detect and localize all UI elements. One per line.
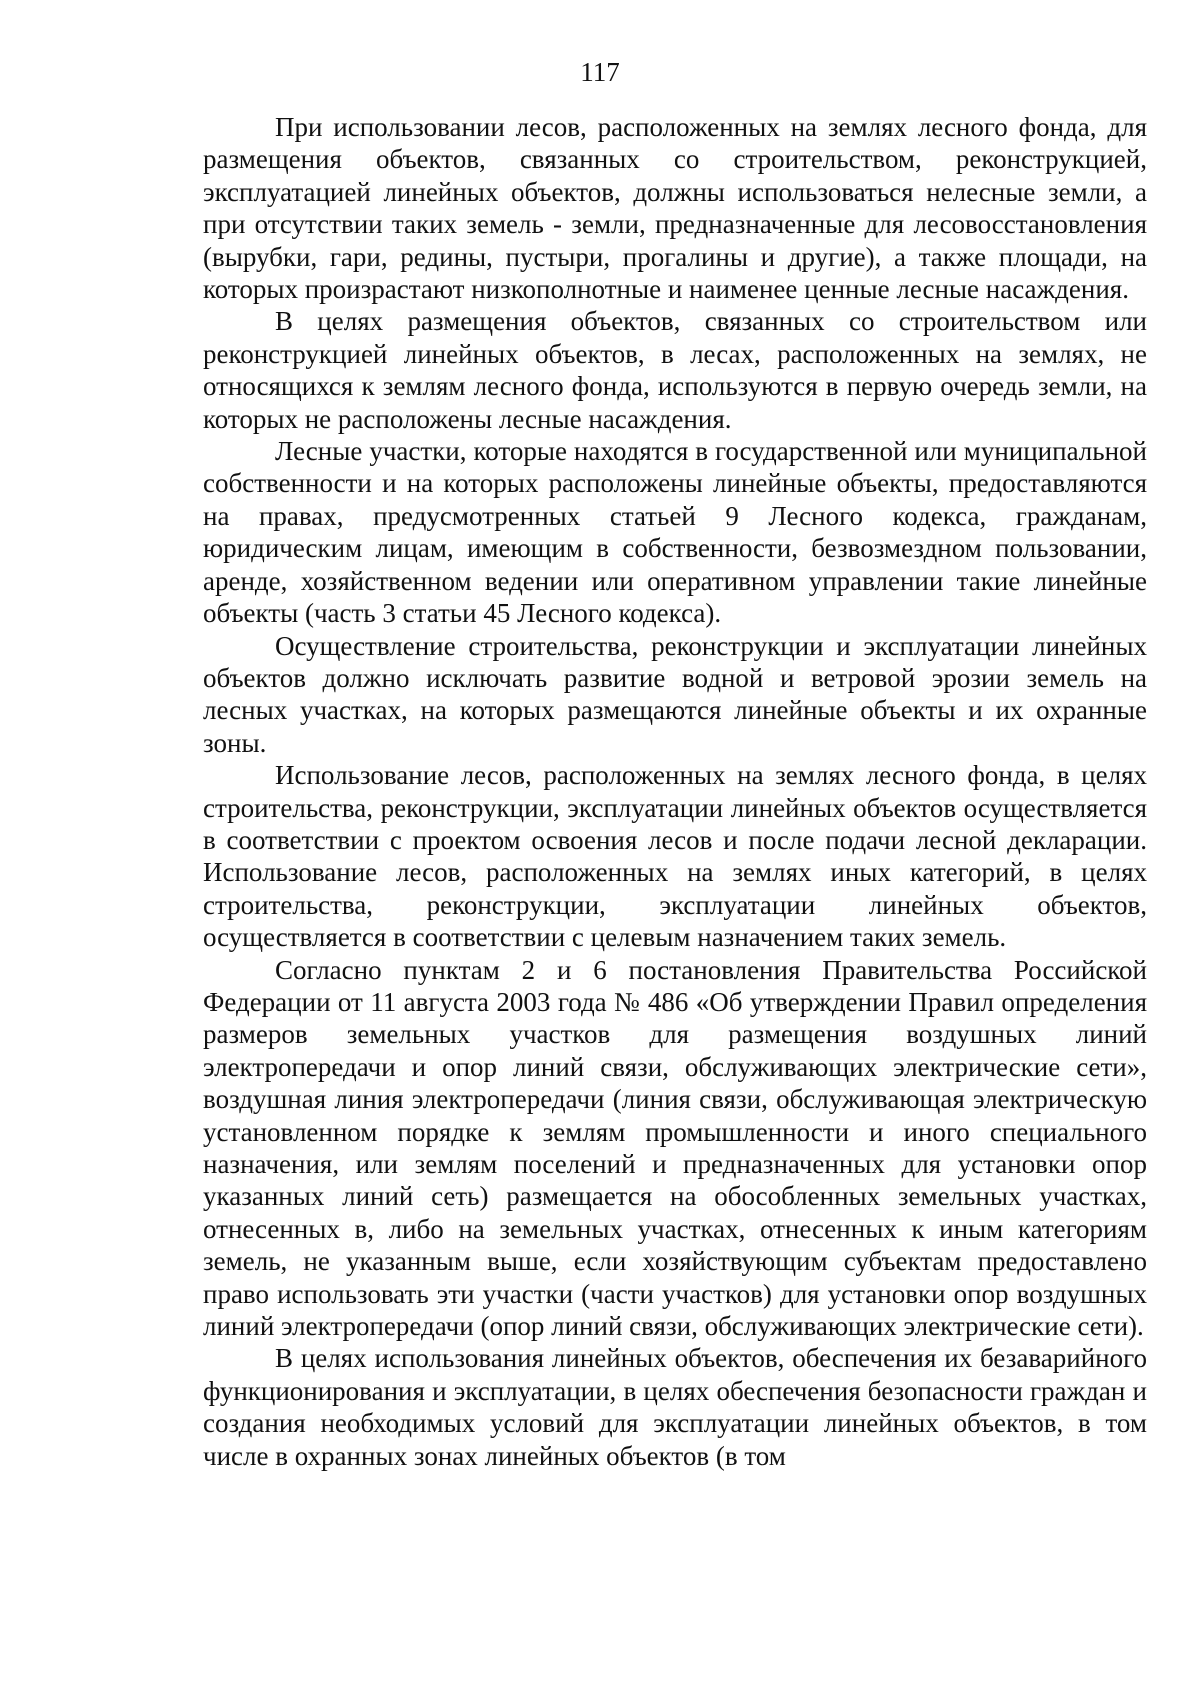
document-body	[203, 111, 1147, 1472]
paragraph-3: Лесные участки, которые находятся в государственной или муниципальной собственности и на которых расположены линейные объекты, предоставляются на правах, предусмотренных статьей 9 Лесного кодекса, гражданам, юридическим лицам, имеющим в собственности, безвозмездном пользовании, аренде, хозяйственном ведении или оперативном управлении такие линейные объекты (часть 3 статьи 45 Лесного кодекса).	[203, 436, 1147, 629]
paragraph-4: Осуществление строительства, реконструкции и эксплуатации линейных объектов должно исключать развитие водной и ветровой эрозии земель на лесных участках, на которых размещаются линейные объекты и их охранные зоны.	[203, 630, 1147, 758]
paragraph-6: Согласно пунктам 2 и 6 постановления Правительства Российской Федерации от 11 августа 2003 года № 486 «Об утверждении Правил определения размеров земельных участков для размещения воздушных линий электропередачи и опор линий связи, обслуживающих электрические сети», воздушная линия электропередачи (линия связи, обслуживающая электрическую установленном порядке к землям промышленности и иного специального назначения, или землям поселений и предназначенных для установки опор указанных линий сеть) размещается на обособленных земельных участках, отнесенных в, либо на земельных участках, отнесенных к иным категориям земель, не указанным выше, если хозяйствующим субъектам предоставлено право использовать эти участки (части участков) для установки опор воздушных линий электропередачи (опор линий связи, обслуживающих электрические сети).	[203, 954, 1147, 1342]
paragraph-5: Использование лесов, расположенных на землях лесного фонда, в целях строительства, реконструкции, эксплуатации линейных объектов осуществляется в соответствии с проектом освоения лесов и после подачи лесной декларации. Использование лесов, расположенных на землях иных категорий, в целях строительства, реконструкции, эксплуатации линейных объектов, осуществляется в соответствии с целевым назначением таких земель.	[203, 760, 1147, 953]
page-number: 117	[580, 57, 620, 87]
paragraph-2: В целях размещения объектов, связанных со строительством или реконструкцией линейных объектов, в лесах, расположенных на землях, не относящихся к землям лесного фонда, используются в первую очередь земли, на которых не расположены лесные насаждения.	[203, 306, 1147, 434]
paragraph-7: В целях использования линейных объектов, обеспечения их безаварийного функционирования и эксплуатации, в целях обеспечения безопасности граждан и создания необходимых условий для эксплуатации линейных объектов, в том числе в охранных зонах линейных объектов (в том	[203, 1343, 1147, 1471]
paragraph-1: При использовании лесов, расположенных на землях лесного фонда, для размещения объектов, связанных со строительством, реконструкцией, эксплуатацией линейных объектов, должны использоваться нелесные земли, а при отсутствии таких земель - земли, предназначенные для лесовосстановления (вырубки, гари, редины, пустыри, прогалины и другие), а также площади, на которых произрастают низкополнотные и наименее ценные лесные насаждения.	[203, 112, 1147, 305]
